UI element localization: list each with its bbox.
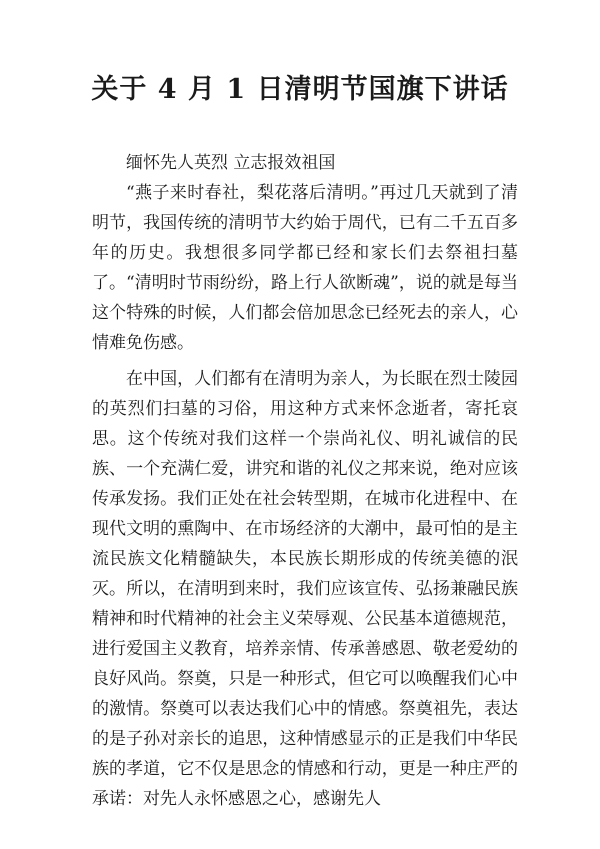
paragraph: 在中国，人们都有在清明为亲人，为长眠在烈士陵园的英烈们扫墓的习俗，用这种方式来怀念逝者，寄托哀思。这个传统对我们这样一个崇尚礼仪、明礼诚信的民族、一个充满仁爱，讲究和谐的礼仪之邦来说，绝对应该传承发扬。我们正处在社会转型期，在城市化进程中、在现代文明的熏陶中、在市场经济的大潮中，最可怕的是主流民族文化精髓缺失，本民族长期形成的传统美德的泯灭。所以，在清明到来时，我们应该宣传、弘扬兼融民族精神和时代精神的社会主义荣辱观、公民基本道德规范，进行爱国主义教育，培养亲情、传承善感恩、敬老爱幼的良好风尚。祭奠，只是一种形式，但它可以唤醒我们心中的激情。祭奠可以表达我们心中的情感。祭奠祖先，表达的是子孙对亲长的追思，这种情感显示的正是我们中华民族的孝道，它不仅是思念的情感和行动，更是一种庄严的承诺：对先人永怀感恩之心，感谢先人 <box>92 369 518 809</box>
document-body <box>92 148 518 814</box>
document-subtitle: 缅怀先人英烈 立志报效祖国 <box>126 153 336 173</box>
page-title: 关于 4 月 1 日清明节国旗下讲话 <box>91 74 509 105</box>
paragraph: “燕子来时春社，梨花落后清明。”再过几天就到了清明节，我国传统的清明节大约始于周代，已有二千五百多年的历史。我想很多同学都已经和家长们去祭祖扫墓了。“清明时节雨纷纷，路上行人欲断魂”，说的就是每当这个特殊的时候，人们都会倍加思念已经死去的亲人，心情难免伤感。 <box>92 183 518 353</box>
